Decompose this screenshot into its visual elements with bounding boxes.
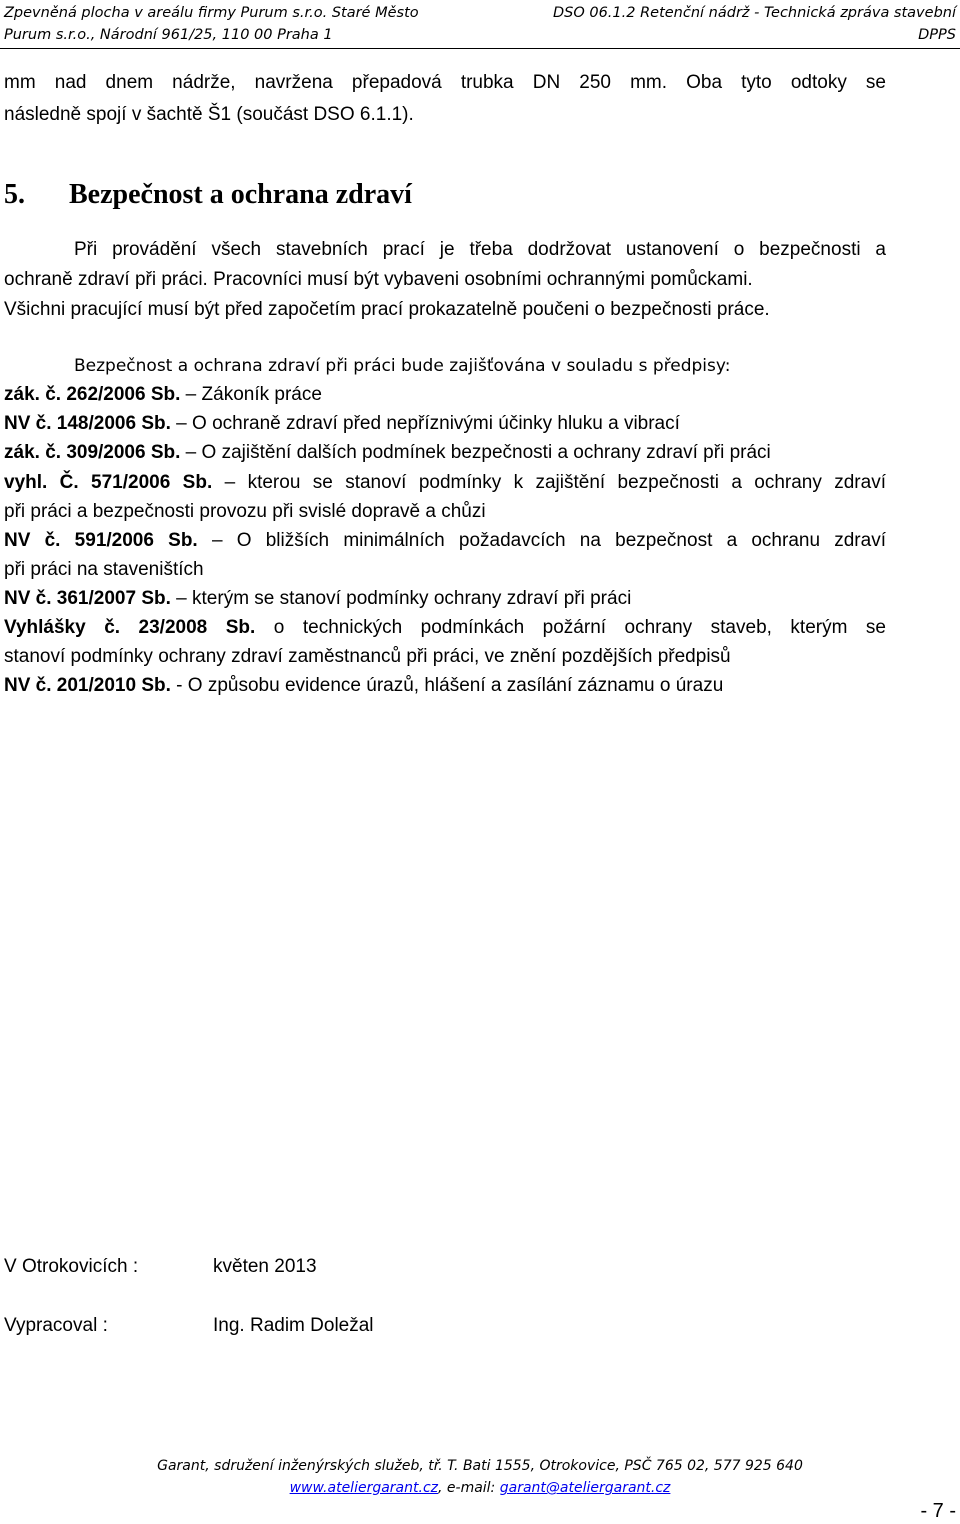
regulation-text: – Zákoník práce xyxy=(180,384,322,405)
footer-contacts xyxy=(0,1478,960,1498)
regulation-item xyxy=(4,411,680,437)
regulation-item xyxy=(4,440,771,466)
regulation-item xyxy=(4,615,886,641)
regulation-code: NV č. 591/2006 Sb. xyxy=(4,530,198,551)
header-document-title: DSO 06.1.2 Retenční nádrž - Technická zpráva stavební xyxy=(552,5,956,21)
paragraph-1-line-3: Všichni pracující musí být před započetím prací prokazatelně poučeni o bezpečnosti práce. xyxy=(4,299,770,320)
date-value: květen 2013 xyxy=(213,1256,317,1277)
header-project-title: Zpevněná plocha v areálu firmy Purum s.r.o. Staré Město xyxy=(4,5,419,21)
section-title: Bezpečnost a ochrana zdraví xyxy=(69,179,412,210)
header-left xyxy=(4,2,474,46)
regulation-continuation: stanoví podmínky ochrany zdraví zaměstnanců při práci, ve znění pozdějších předpisů xyxy=(4,646,731,667)
footer-email-label: , e-mail: xyxy=(438,1480,500,1496)
intro-line-2: následně spojí v šachtě Š1 (součást DSO 6.1.1). xyxy=(4,104,414,125)
footer-address: Garant, sdružení inženýrských služeb, tř. T. Bati 1555, Otrokovice, PSČ 765 02, 577 925 640 xyxy=(157,1458,803,1474)
place-label: V Otrokovicích : xyxy=(4,1256,139,1277)
author-label: Vypracoval : xyxy=(4,1315,108,1336)
regulation-continuation: při práci na staveništích xyxy=(4,559,204,580)
regulation-item xyxy=(4,528,886,554)
regulation-item xyxy=(4,382,322,408)
regulation-text: - O způsobu evidence úrazů, hlášení a zasílání záznamu o úrazu xyxy=(170,675,724,696)
section-number: 5. xyxy=(4,179,25,210)
header-document-code: DPPS xyxy=(918,27,956,43)
header-right xyxy=(494,2,956,46)
regulation-text: – kterou se stanoví podmínky k zajištění bezpečnosti a ochrany zdraví xyxy=(212,472,886,493)
regulation-code: NV č. 361/2007 Sb. xyxy=(4,588,171,609)
regulation-continuation: při práci a bezpečnosti provozu při svislé dopravě a chůzi xyxy=(4,501,486,522)
header-investor: Purum s.r.o., Národní 961/25, 110 00 Praha 1 xyxy=(4,27,333,43)
regulation-item xyxy=(4,470,886,496)
intro-line-1: mm nad dnem nádrže, navržena přepadová trubka DN 250 mm. Oba tyto odtoky se xyxy=(4,72,886,93)
paragraph-1-line-2: ochraně zdraví při práci. Pracovníci musí být vybaveni osobními ochrannými pomůckami. xyxy=(4,269,753,290)
regulation-text: – O zajištění dalších podmínek bezpečnosti a ochrany zdraví při práci xyxy=(180,442,771,463)
regulation-code: vyhl. Č. 571/2006 Sb. xyxy=(4,472,213,493)
regulation-code: zák. č. 262/2006 Sb. xyxy=(4,384,181,405)
footer-email-link[interactable]: garant@ateliergarant.cz xyxy=(499,1480,671,1496)
page-number: - 7 - xyxy=(920,1500,956,1522)
regulation-item xyxy=(4,586,631,612)
regulation-text: – O ochraně zdraví před nepříznivými účinky hluku a vibrací xyxy=(170,413,680,434)
regulation-code: Vyhlášky č. 23/2008 Sb. xyxy=(4,617,256,638)
regulation-item xyxy=(4,673,723,699)
paragraph-1-line-1: Při provádění všech stavebních prací je třeba dodržovat ustanovení o bezpečnosti a xyxy=(74,239,886,260)
footer-website-link[interactable]: www.ateliergarant.cz xyxy=(289,1480,438,1496)
regulation-code: NV č. 148/2006 Sb. xyxy=(4,413,171,434)
regulation-text: – kterým se stanoví podmínky ochrany zdraví při práci xyxy=(170,588,632,609)
regulation-text: – O bližších minimálních požadavcích na bezpečnost a ochranu zdraví xyxy=(197,530,886,551)
header-divider xyxy=(0,48,960,49)
regulation-code: NV č. 201/2010 Sb. xyxy=(4,675,171,696)
regulation-text: o technických podmínkách požární ochrany staveb, kterým se xyxy=(255,617,886,638)
section-heading xyxy=(4,178,412,212)
paragraph-2: Bezpečnost a ochrana zdraví při práci bude zajišťována v souladu s předpisy: xyxy=(74,356,731,376)
regulation-code: zák. č. 309/2006 Sb. xyxy=(4,442,181,463)
author-name: Ing. Radim Doležal xyxy=(213,1315,374,1336)
